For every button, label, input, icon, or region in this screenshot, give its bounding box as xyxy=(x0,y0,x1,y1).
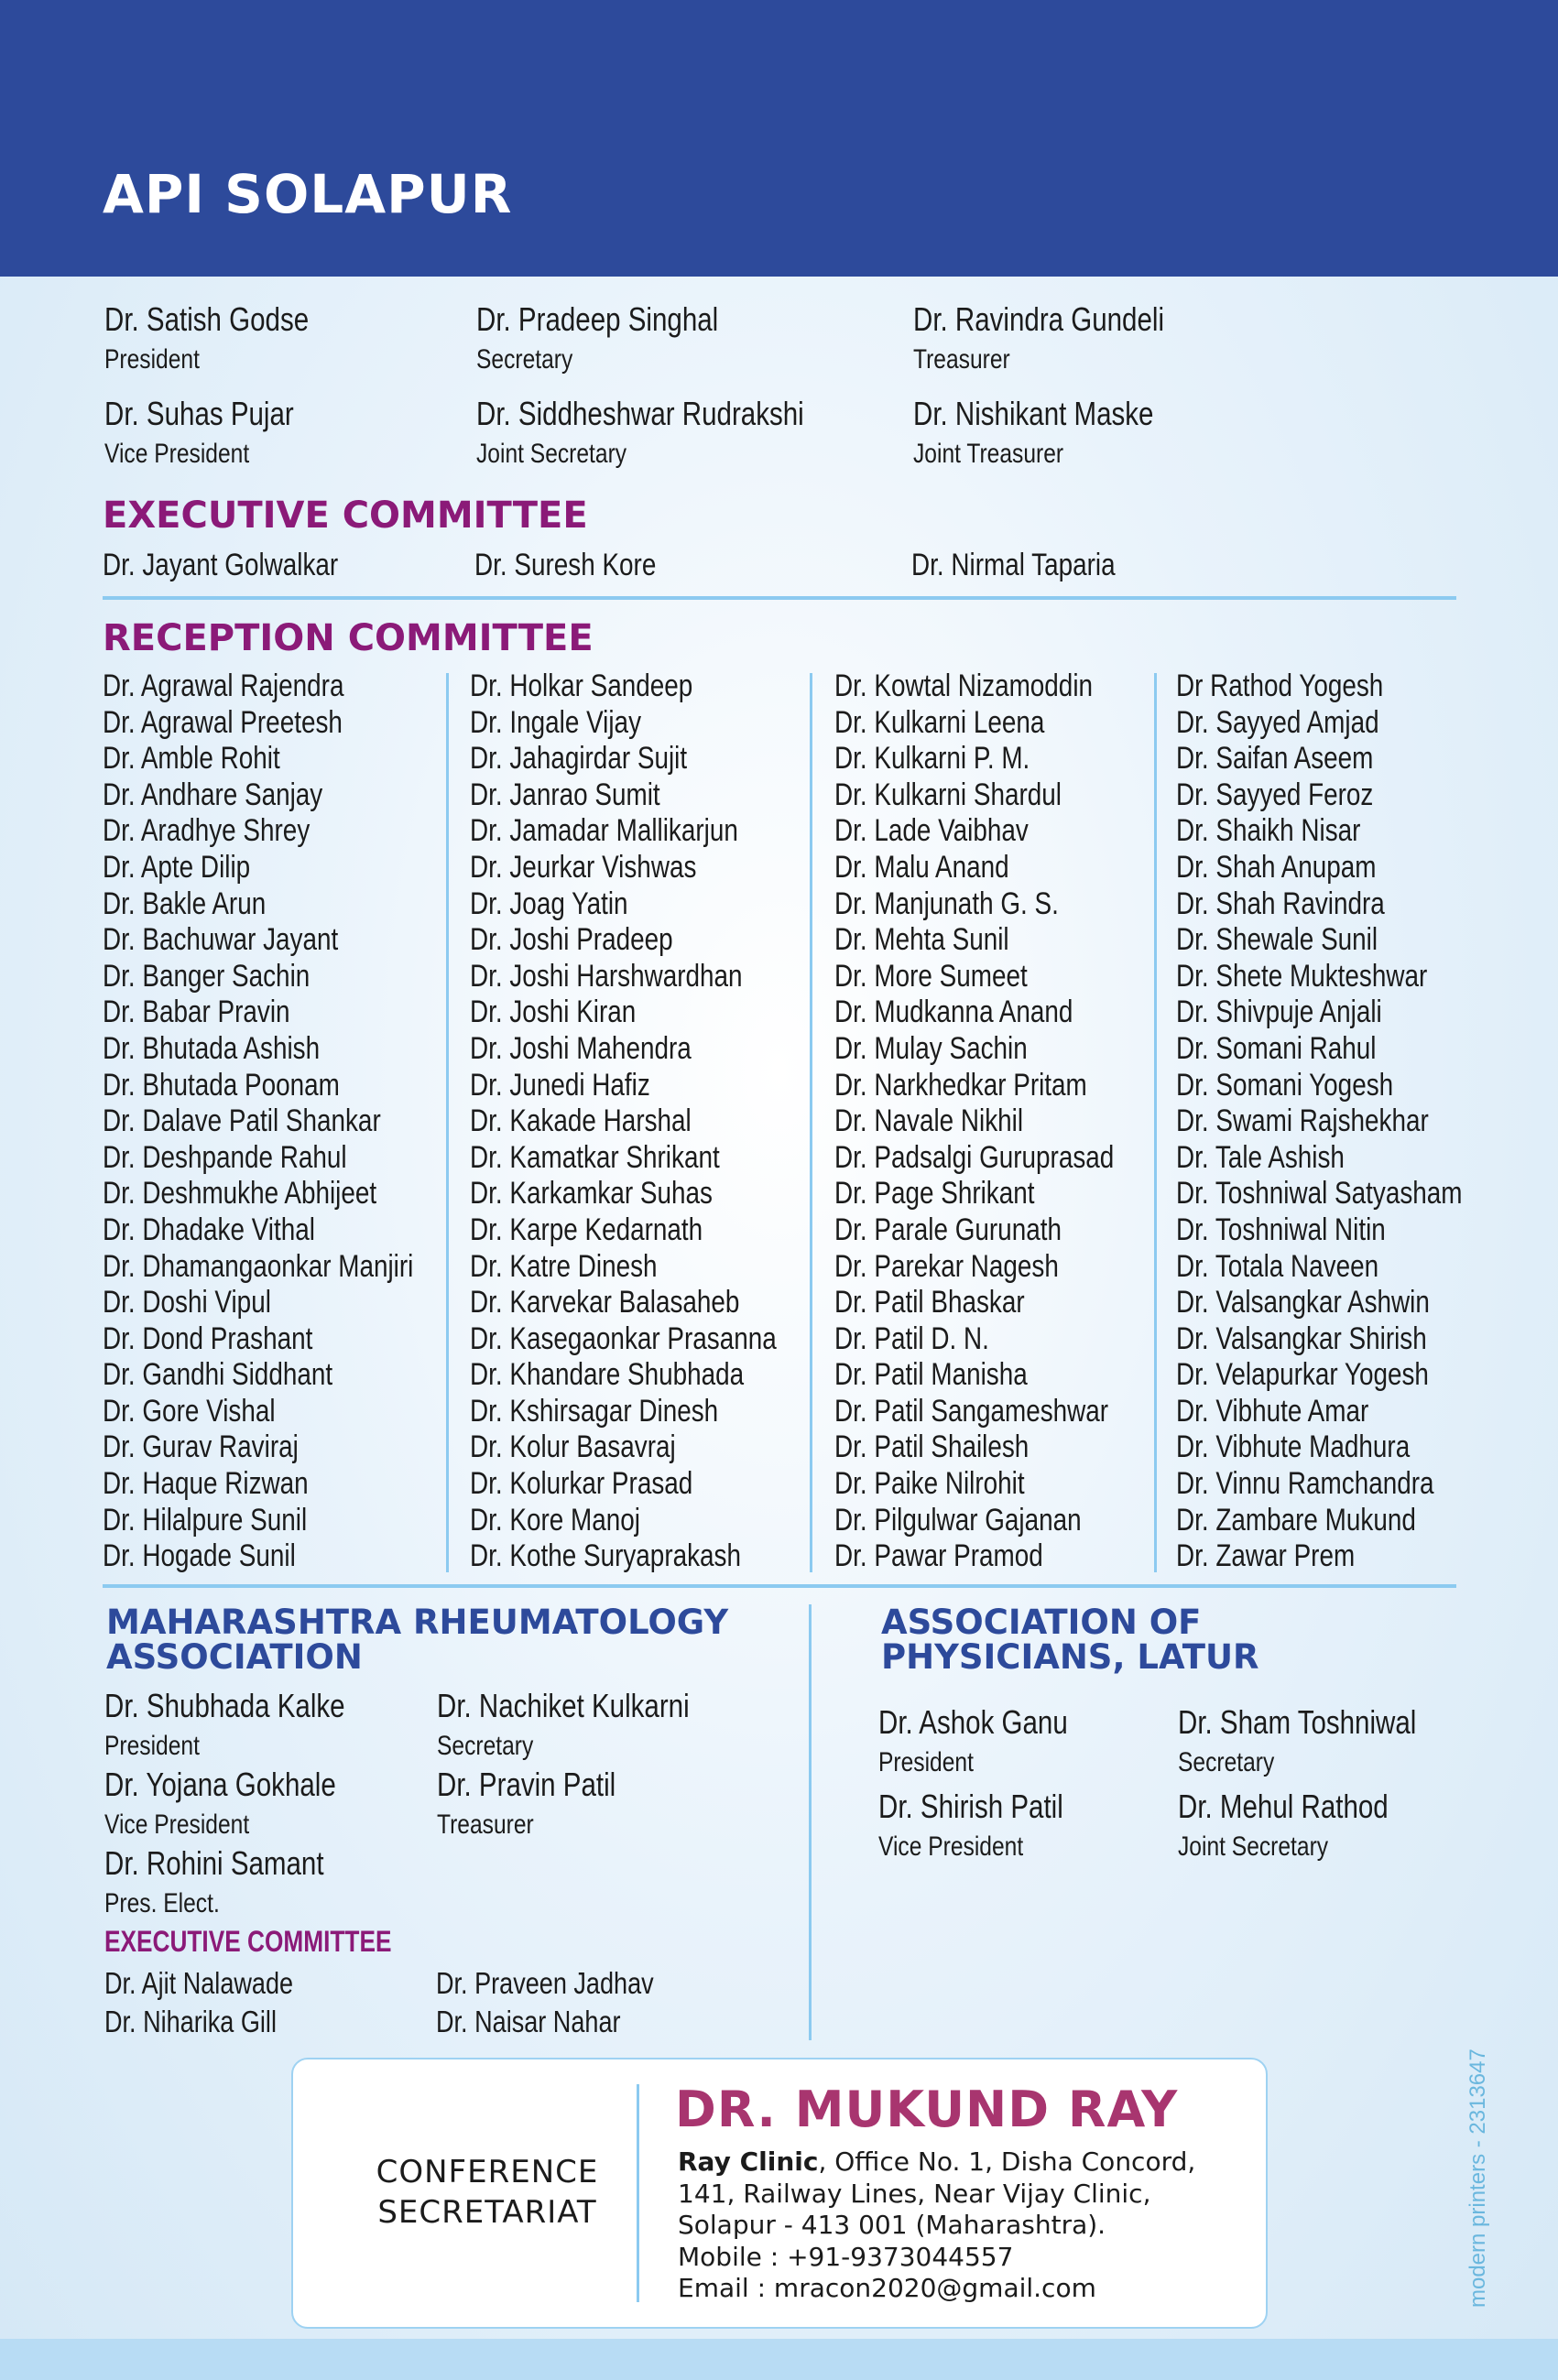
committee-member: Dr. Patil D. N. xyxy=(834,1320,989,1356)
bearer-role: Pres. Elect. xyxy=(104,1888,220,1918)
secretariat-address xyxy=(678,2146,1195,2305)
committee-member: Dr. Parekar Nagesh xyxy=(834,1248,1059,1284)
committee-member: Dr. Hogade Sunil xyxy=(103,1538,296,1574)
committee-member: Dr. Kore Manoj xyxy=(470,1502,640,1538)
committee-member: Dr. Kasegaonkar Prasanna xyxy=(470,1320,777,1356)
committee-member: Dr. Patil Shailesh xyxy=(834,1429,1030,1465)
bearer-name: Dr. Nishikant Maske xyxy=(913,395,1154,432)
committee-member: Dr. Somani Rahul xyxy=(1176,1030,1377,1066)
committee-member: Dr. Doshi Vipul xyxy=(103,1285,271,1320)
column-divider xyxy=(810,673,812,1572)
committee-member: Dr. Jahagirdar Sujit xyxy=(470,741,688,777)
committee-member: Dr. Kolur Basavraj xyxy=(470,1429,676,1465)
bearer-role: Vice President xyxy=(878,1831,1024,1862)
committee-member: Dr. Pawar Pramod xyxy=(834,1538,1043,1574)
committee-member: Dr. Shaikh Nisar xyxy=(1176,813,1361,849)
committee-member: Dr. Vinnu Ramchandra xyxy=(1176,1466,1434,1502)
committee-member: Dr. Dhamangaonkar Manjiri xyxy=(103,1248,414,1284)
bearer-name: Dr. Shubhada Kalke xyxy=(104,1687,345,1724)
ec-member: Dr. Suresh Kore xyxy=(474,548,657,582)
apl-bearer xyxy=(878,1703,1109,1778)
bearer-role: Secretary xyxy=(437,1731,534,1761)
committee-member: Dr. Joshi Pradeep xyxy=(470,922,673,958)
committee-member: Dr. Haque Rizwan xyxy=(103,1466,309,1502)
bearer-name: Dr. Pravin Patil xyxy=(437,1766,616,1803)
committee-member: Dr. Katre Dinesh xyxy=(470,1248,658,1284)
committee-member: Dr. Khandare Shubhada xyxy=(470,1357,745,1393)
bearer-role: Vice President xyxy=(104,439,250,469)
committee-member: Dr. Patil Bhaskar xyxy=(834,1285,1025,1320)
ec-member: Dr. Praveen Jadhav xyxy=(436,1966,654,2000)
committee-member: Dr. Vibhute Amar xyxy=(1176,1393,1369,1429)
committee-member: Dr. Page Shrikant xyxy=(834,1176,1035,1212)
office-bearer xyxy=(913,300,1219,375)
committee-member: Dr. Joag Yatin xyxy=(470,886,628,921)
committee-member: Dr. Apte Dilip xyxy=(103,849,251,885)
committee-member: Dr. Aradhye Shrey xyxy=(103,813,311,849)
committee-member: Dr. Amble Rohit xyxy=(103,741,280,777)
committee-member: Dr. Gore Vishal xyxy=(103,1393,276,1429)
apl-heading-line2: PHYSICIANS, LATUR xyxy=(881,1637,1259,1677)
committee-member: Dr. Swami Rajshekhar xyxy=(1176,1103,1429,1139)
card-divider xyxy=(637,2084,639,2302)
committee-member: Dr. Shete Mukteshwar xyxy=(1176,958,1428,994)
committee-member: Dr. Parale Gurunath xyxy=(834,1212,1062,1247)
committee-member: Dr. Shewale Sunil xyxy=(1176,922,1378,958)
committee-member: Dr. Paike Nilrohit xyxy=(834,1466,1025,1502)
bearer-name: Dr. Nachiket Kulkarni xyxy=(437,1687,690,1724)
committee-member: Dr. Mudkanna Anand xyxy=(834,994,1073,1030)
committee-member: Dr. Ingale Vijay xyxy=(470,704,642,740)
secretariat-name: DR. MUKUND RAY xyxy=(675,2081,1179,2138)
header-band xyxy=(0,0,1558,277)
apl-heading xyxy=(881,1605,1259,1675)
bearer-role: Treasurer xyxy=(913,344,1010,375)
bearer-role: Vice President xyxy=(104,1809,250,1840)
bearer-name: Dr. Siddheshwar Rudrakshi xyxy=(476,395,804,432)
ec-member: Dr. Ajit Nalawade xyxy=(104,1966,294,2000)
bearer-role: President xyxy=(878,1747,974,1777)
committee-member: Dr. Joshi Mahendra xyxy=(470,1030,692,1066)
reception-committee-heading: RECEPTION COMMITTEE xyxy=(103,617,594,659)
committee-member: Dr. Vibhute Madhura xyxy=(1176,1429,1411,1465)
committee-member: Dr. Janrao Sumit xyxy=(470,777,660,812)
committee-member: Dr. Karpe Kedarnath xyxy=(470,1212,703,1247)
committee-member: Dr. Banger Sachin xyxy=(103,958,311,994)
address-line-2: 141, Railway Lines, Near Vijay Clinic, xyxy=(678,2178,1151,2209)
mra-bearer xyxy=(437,1766,655,1841)
printer-credit: modern printers - 2313647 xyxy=(1465,2049,1490,2308)
address-line-1-rest: , Office No. 1, Disha Concord, xyxy=(818,2146,1196,2177)
committee-member: Dr. Jamadar Mallikarjun xyxy=(470,813,738,849)
committee-member: Dr. Bhutada Poonam xyxy=(103,1067,340,1103)
committee-member: Dr. Saifan Aseem xyxy=(1176,741,1374,777)
secretariat-label-line2: SECRETARIAT xyxy=(377,2194,597,2231)
reception-column-3 xyxy=(834,668,1175,1575)
mra-bearer xyxy=(104,1766,387,1841)
bearer-name: Dr. Ravindra Gundeli xyxy=(913,300,1165,338)
apl-bearer xyxy=(878,1788,1104,1863)
ec-member: Dr. Naisar Nahar xyxy=(436,2005,621,2038)
divider xyxy=(103,596,1456,600)
committee-member: Dr. Mulay Sachin xyxy=(834,1030,1028,1066)
committee-member: Dr. Bachuwar Jayant xyxy=(103,922,339,958)
bearer-name: Dr. Ashok Ganu xyxy=(878,1703,1068,1741)
committee-member: Dr. Toshniwal Nitin xyxy=(1176,1212,1386,1247)
bearer-role: Treasurer xyxy=(437,1809,534,1840)
divider xyxy=(103,1584,1456,1588)
committee-member: Dr. Deshmukhe Abhijeet xyxy=(103,1176,377,1212)
office-bearer xyxy=(913,395,1206,470)
secretariat-label xyxy=(359,2152,616,2233)
page-title: API SOLAPUR xyxy=(103,163,513,225)
column-divider xyxy=(446,673,449,1572)
committee-member: Dr. Kowtal Nizamoddin xyxy=(834,668,1094,703)
committee-member: Dr. Toshniwal Satyasham xyxy=(1176,1176,1463,1212)
committee-member: Dr. Zawar Prem xyxy=(1176,1538,1356,1574)
committee-member: Dr. Junedi Hafiz xyxy=(470,1067,650,1103)
committee-member: Dr. Lade Vaibhav xyxy=(834,813,1029,849)
office-bearer xyxy=(476,300,771,375)
apl-bearer xyxy=(1178,1788,1434,1863)
column-divider xyxy=(1154,673,1157,1572)
committee-member: Dr. Dond Prashant xyxy=(103,1320,313,1356)
reception-column-1 xyxy=(103,668,482,1575)
secretariat-label-line1: CONFERENCE xyxy=(376,2154,599,2190)
committee-member: Dr. Manjunath G. S. xyxy=(834,886,1059,921)
email-address: Email : mracon2020@gmail.com xyxy=(678,2273,1096,2303)
committee-member: Dr. Somani Yogesh xyxy=(1176,1067,1394,1103)
apl-heading-line1: ASSOCIATION OF xyxy=(881,1603,1202,1642)
bearer-name: Dr. Yojana Gokhale xyxy=(104,1766,336,1803)
committee-member: Dr. Shah Anupam xyxy=(1176,849,1377,885)
committee-member: Dr. Karvekar Balasaheb xyxy=(470,1285,740,1320)
committee-member: Dr. Bhutada Ashish xyxy=(103,1030,321,1066)
mra-heading-line2: ASSOCIATION xyxy=(106,1637,363,1677)
committee-member: Dr. Narkhedkar Pritam xyxy=(834,1067,1087,1103)
reception-column-4 xyxy=(1176,668,1525,1575)
committee-member: Dr. Kulkarni Shardul xyxy=(834,777,1062,812)
committee-member: Dr. Kamatkar Shrikant xyxy=(470,1139,720,1175)
committee-member: Dr. Patil Sangameshwar xyxy=(834,1393,1109,1429)
committee-member: Dr. Valsangkar Ashwin xyxy=(1176,1285,1430,1320)
bearer-name: Dr. Sham Toshniwal xyxy=(1178,1703,1417,1741)
executive-committee-heading: EXECUTIVE COMMITTEE xyxy=(103,494,588,537)
bearer-role: Secretary xyxy=(476,344,573,375)
office-bearer xyxy=(476,395,876,470)
bearer-name: Dr. Mehul Rathod xyxy=(1178,1788,1389,1825)
mra-bearer xyxy=(104,1844,372,1919)
clinic-name: Ray Clinic xyxy=(678,2146,819,2177)
committee-member: Dr. Shivpuje Anjali xyxy=(1176,994,1382,1030)
committee-member: Dr. Karkamkar Suhas xyxy=(470,1176,713,1212)
mra-heading xyxy=(106,1605,728,1675)
bearer-name: Dr. Rohini Samant xyxy=(104,1844,324,1882)
ec-member: Dr. Niharika Gill xyxy=(104,2005,277,2038)
committee-member: Dr. Patil Manisha xyxy=(834,1357,1028,1393)
committee-member: Dr. Kakade Harshal xyxy=(470,1103,692,1139)
office-bearer xyxy=(104,395,335,470)
committee-member: Dr. Valsangkar Shirish xyxy=(1176,1320,1427,1356)
committee-member: Dr. Babar Pravin xyxy=(103,994,290,1030)
committee-member: Dr. Shah Ravindra xyxy=(1176,886,1385,921)
committee-member: Dr. Zambare Mukund xyxy=(1176,1502,1416,1538)
committee-member: Dr. Jeurkar Vishwas xyxy=(470,849,697,885)
bearer-role: Joint Secretary xyxy=(476,439,627,469)
mra-ec-heading: EXECUTIVE COMMITTEE xyxy=(104,1925,392,1958)
bearer-name: Dr. Pradeep Singhal xyxy=(476,300,719,338)
ec-member: Dr. Nirmal Taparia xyxy=(911,548,1116,582)
bearer-role: Joint Treasurer xyxy=(913,439,1064,469)
committee-member: Dr. Sayyed Amjad xyxy=(1176,704,1379,740)
bearer-name: Dr. Shirish Patil xyxy=(878,1788,1063,1825)
committee-member: Dr. Padsalgi Guruprasad xyxy=(834,1139,1115,1175)
committee-member: Dr. Deshpande Rahul xyxy=(103,1139,347,1175)
committee-member: Dr. Malu Anand xyxy=(834,849,1009,885)
bearer-role: Secretary xyxy=(1178,1747,1275,1777)
committee-member: Dr. Joshi Harshwardhan xyxy=(470,958,743,994)
committee-member: Dr. Hilalpure Sunil xyxy=(103,1502,308,1538)
mra-bearer xyxy=(104,1687,398,1762)
committee-member: Dr. Joshi Kiran xyxy=(470,994,637,1030)
bearer-name: Dr. Suhas Pujar xyxy=(104,395,294,432)
bearer-role: Joint Secretary xyxy=(1178,1831,1329,1862)
committee-member: Dr. Dalave Patil Shankar xyxy=(103,1103,381,1139)
committee-member: Dr. Totala Naveen xyxy=(1176,1248,1379,1284)
mra-heading-line1: MAHARASHTRA RHEUMATOLOGY xyxy=(106,1603,729,1642)
bearer-name: Dr. Satish Godse xyxy=(104,300,310,338)
committee-member: Dr. Gurav Raviraj xyxy=(103,1429,299,1465)
committee-member: Dr. Navale Nikhil xyxy=(834,1103,1024,1139)
committee-member: Dr. Andhare Sanjay xyxy=(103,777,323,812)
committee-member: Dr. Tale Ashish xyxy=(1176,1139,1345,1175)
committee-member: Dr. Dhadake Vithal xyxy=(103,1212,315,1247)
committee-member: Dr. Sayyed Feroz xyxy=(1176,777,1374,812)
committee-member: Dr. Agrawal Rajendra xyxy=(103,668,344,703)
committee-member: Dr. Gandhi Siddhant xyxy=(103,1357,333,1393)
committee-member: Dr. Bakle Arun xyxy=(103,886,267,921)
committee-member: Dr. Pilgulwar Gajanan xyxy=(834,1502,1082,1538)
mra-bearer xyxy=(437,1687,745,1762)
committee-member: Dr. Holkar Sandeep xyxy=(470,668,693,703)
committee-member: Dr. Agrawal Preetesh xyxy=(103,704,343,740)
office-bearer xyxy=(104,300,354,375)
mobile-number: Mobile : +91-9373044557 xyxy=(678,2241,1014,2272)
committee-member: Dr. More Sumeet xyxy=(834,958,1028,994)
apl-bearer xyxy=(1178,1703,1468,1778)
committee-member: Dr. Kulkarni Leena xyxy=(834,704,1045,740)
committee-member: Dr. Kolurkar Prasad xyxy=(470,1466,693,1502)
committee-member: Dr. Mehta Sunil xyxy=(834,922,1009,958)
address-line-1 xyxy=(678,2146,1195,2179)
bearer-role: President xyxy=(104,344,200,375)
address-line-3: Solapur - 413 001 (Maharashtra). xyxy=(678,2210,1106,2240)
committee-member: Dr. Kothe Suryaprakash xyxy=(470,1538,741,1574)
bearer-role: President xyxy=(104,1731,200,1761)
committee-member: Dr Rathod Yogesh xyxy=(1176,668,1384,703)
ec-member: Dr. Jayant Golwalkar xyxy=(103,548,339,582)
committee-member: Dr. Kshirsagar Dinesh xyxy=(470,1393,719,1429)
reception-column-2 xyxy=(470,668,844,1575)
footer-band xyxy=(0,2339,1558,2380)
section-divider xyxy=(809,1604,812,2040)
committee-member: Dr. Kulkarni P. M. xyxy=(834,741,1030,777)
committee-member: Dr. Velapurkar Yogesh xyxy=(1176,1357,1429,1393)
